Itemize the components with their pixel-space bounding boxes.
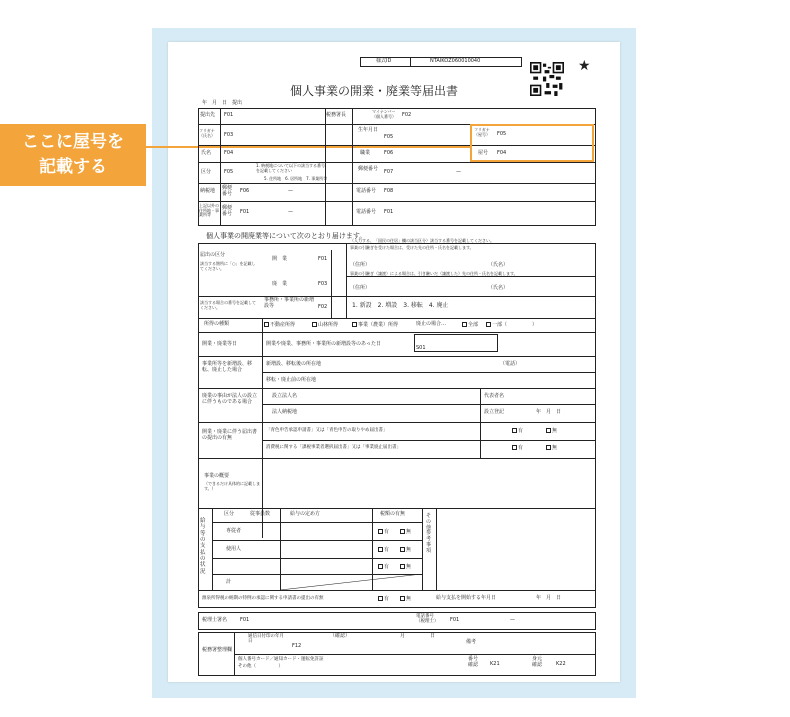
dash: — — [456, 169, 461, 175]
checkbox-icon — [462, 322, 467, 327]
callout-line1: ここに屋号を — [22, 132, 124, 152]
divider — [212, 522, 422, 523]
kubun-label: 届出の区分 — [200, 252, 226, 258]
callout-label — [0, 124, 146, 186]
office-option: 事務所・事業所の新増設等 — [264, 297, 315, 309]
form-title: 個人事業の開業・廃業等届出書 — [290, 84, 459, 98]
tel-label: 電話番号 — [356, 188, 377, 194]
divider — [262, 318, 263, 538]
field-code: F01 — [240, 617, 250, 623]
field-code: F01 — [384, 209, 394, 215]
salary-side-label: 給与等の支払の状況 — [200, 518, 206, 575]
mynumber-label: マイナンバー（個人番号） — [372, 109, 396, 119]
divider — [212, 558, 422, 559]
divider — [198, 356, 596, 357]
phone-label: （電話） — [500, 361, 521, 367]
new-location-label: 新増設、移転後の所在地 — [266, 361, 322, 367]
checkbox-label: 無 — [406, 596, 412, 602]
divider — [262, 404, 596, 405]
confirm-label: （確認） — [330, 633, 351, 639]
field-code: F03 — [318, 281, 328, 287]
divider — [198, 183, 596, 184]
dash: — — [288, 209, 293, 215]
checkbox-icon — [512, 445, 517, 450]
location-label: 事業所等を新増設、移転、廃止した場合 — [202, 361, 253, 373]
close-option: 廃 業 — [272, 281, 288, 287]
divider — [198, 201, 596, 202]
field-code: F07 — [384, 169, 394, 175]
open-date-label: 開業・廃業等日 — [202, 341, 238, 347]
salary-count-header: 従事員数 — [250, 511, 271, 517]
checkbox-label: 山林所得 — [318, 322, 339, 328]
office-choices: 1. 新設 2. 増設 3. 移転 4. 廃止 — [352, 302, 449, 309]
month-label: 月 — [400, 633, 406, 639]
form-id-label: 様式ID — [376, 58, 392, 64]
business-label: 事業の概要 — [204, 473, 230, 479]
corp-tax-label: 法人納税地 — [272, 409, 298, 415]
ref-date-label: 通信日付印の年月日 — [248, 634, 284, 645]
other-notes-label: その他参考事項 — [426, 513, 432, 554]
salary-kubun-header: 区分 — [224, 511, 235, 517]
name-label: （氏名） — [488, 262, 509, 268]
field-code: F01 — [450, 617, 460, 623]
open-option: 開 業 — [272, 256, 288, 262]
checkbox-icon — [512, 428, 517, 433]
blank-yes-checkbox[interactable] — [378, 564, 389, 571]
family-row-label: 専従者 — [226, 528, 242, 534]
divider — [198, 590, 596, 591]
blue-yes-checkbox[interactable] — [512, 428, 523, 435]
divider — [262, 440, 596, 441]
corp-label: 廃業の事由が法人の設立に伴うものである場合 — [202, 393, 258, 405]
number-check-label: 番号確認 — [468, 656, 479, 668]
divider — [198, 508, 596, 509]
checkbox-icon — [378, 529, 383, 534]
salary-calc-header: 給与の定め方 — [290, 511, 321, 517]
category-note: 1. 納税地について以下の該当する番号を記載してください — [256, 163, 326, 173]
divider — [352, 108, 353, 226]
zip-label: 郵便番号 — [222, 185, 233, 197]
name-label: （氏名） — [488, 285, 509, 291]
star-icon: ★ — [578, 58, 591, 74]
identity-check-label: 身元確認 — [532, 656, 543, 668]
rep-label: 代表者名 — [484, 393, 505, 399]
forest-checkbox[interactable] — [312, 322, 338, 329]
old-location-label: 移転・廃止前の所在地 — [266, 377, 317, 383]
blank-no-checkbox[interactable] — [400, 564, 411, 571]
divider — [198, 388, 596, 389]
card-label: 個人番号カード／通知カード・運転免許証 — [238, 657, 324, 662]
dash: — — [288, 188, 293, 194]
date-row: 年 月 日 提出 — [202, 100, 243, 106]
consumption-yes-checkbox[interactable] — [512, 445, 523, 452]
birth-label: 生年月日 — [358, 127, 379, 133]
kubun-note: 事業の引継ぎ（譲渡）による場合は、引き継いだ（譲渡した）先の住所・氏名を記載します。 — [350, 271, 518, 276]
divider — [262, 372, 596, 373]
note-top2: 事業の引継ぎを受けた場合は、受けた先の住所・氏名を記載します。 — [350, 245, 474, 250]
checkbox-label: 無 — [406, 529, 412, 535]
checkbox-label: 無 — [406, 547, 412, 553]
field-code: F01 — [318, 256, 328, 262]
total-row-label: 計 — [226, 579, 232, 585]
furigana-yago-label: フリガナ（屋号） — [474, 127, 490, 137]
furigana-name-label: フリガナ（氏名） — [199, 128, 215, 138]
checkbox-icon — [312, 322, 317, 327]
divider — [480, 388, 481, 458]
business-sub: （できるだけ具体的に記載します。） — [204, 481, 260, 491]
checkbox-label: 有 — [384, 547, 390, 553]
checkbox-label: 全部 — [468, 322, 479, 328]
zip-label: 郵便番号 — [358, 166, 379, 172]
field-code: K22 — [556, 661, 566, 667]
checkbox-label: 有 — [518, 428, 524, 434]
name-label: 氏名 — [201, 150, 212, 156]
other-address-label: 上記以外の住所地・事業所等 — [199, 203, 219, 218]
field-code: F01 — [224, 112, 234, 118]
divider — [198, 296, 596, 297]
checkbox-label: 無 — [552, 445, 558, 451]
field-code: F12 — [292, 643, 302, 649]
checkbox-icon — [400, 564, 405, 569]
checkbox-label: 不動産所得 — [270, 322, 296, 328]
checkbox-icon — [546, 445, 551, 450]
category-label: 区分 — [201, 169, 212, 175]
note-top1: （入力する、「国民の住居」欄の該当区分）該当する番号を記載してください。 — [350, 238, 494, 243]
checkbox-icon — [400, 529, 405, 534]
field-code: F01 — [240, 209, 250, 215]
checkbox-icon — [378, 596, 383, 601]
special-label: 源泉所得税の納期の特例の承認に関する申請書の提出の有無 — [202, 596, 324, 601]
remarks-label: 備考 — [466, 639, 477, 645]
field-code: F03 — [224, 132, 234, 138]
pay-start-label: 給与支払を開始する年月日 — [436, 595, 497, 601]
divider — [198, 458, 596, 459]
field-code: F02 — [402, 112, 412, 118]
partial-checkbox[interactable] — [486, 322, 537, 329]
employee-row-label: 使用人 — [226, 546, 242, 552]
special-yes-checkbox[interactable] — [378, 596, 389, 603]
open-date-desc: 開業や廃業、事務所・事業所の新増設等のあった日 — [266, 341, 381, 347]
filings-label: 開業・廃業に伴う届出書の提出の有無 — [202, 429, 258, 441]
consumption-no-checkbox[interactable] — [546, 445, 557, 452]
salary-tax-header: 税額の有無 — [380, 511, 406, 517]
registration-label: 設立登記 — [484, 409, 505, 415]
form-id: NTAIKOZ060010040 — [430, 58, 481, 64]
checkbox-icon — [378, 564, 383, 569]
checkbox-icon — [400, 547, 405, 552]
checkbox-label: 一部（ ） — [492, 322, 538, 328]
tax-accountant-row — [198, 612, 596, 630]
address-label: （住所） — [350, 285, 371, 291]
employee-no-checkbox[interactable] — [400, 547, 411, 554]
checkbox-icon — [400, 596, 405, 601]
field-code: F05 — [224, 169, 234, 175]
checkbox-icon — [486, 322, 491, 327]
income-type-label: 所得の種類 — [204, 321, 230, 327]
diagonal-line — [280, 574, 422, 590]
ymd-label: 年 月 日 — [536, 409, 562, 415]
office-use-label: 税務署整理欄 — [202, 647, 233, 653]
checkbox-icon — [352, 322, 357, 327]
callout-line2: 記載する — [39, 157, 107, 177]
qr-code-icon — [530, 62, 564, 96]
address-label: （住所） — [350, 262, 371, 268]
field-code: F02 — [318, 304, 328, 310]
divider — [212, 540, 422, 541]
field-code: F05 — [384, 134, 394, 140]
blue-no-checkbox[interactable] — [546, 428, 557, 435]
field-code: F04 — [497, 150, 507, 156]
ymd-label: 年 月 日 — [536, 595, 562, 601]
blue-filing-label: 「青色申告承認申請書」又は「青色申告の取りやめ届出書」 — [266, 428, 388, 433]
close-case-label: 廃止の場合… — [416, 321, 447, 327]
checkbox-label: 有 — [518, 445, 524, 451]
field-code: F05 — [497, 131, 507, 137]
tax-accountant-label: 税理士署名 — [202, 617, 228, 623]
yago-label: 屋号 — [478, 150, 489, 156]
checkbox-label: 有 — [384, 529, 390, 535]
corp-name-label: 設立法人名 — [272, 393, 298, 399]
consumption-filing-label: 消費税に関する「課税事業者選択届出書」又は「事業廃止届出書」 — [266, 445, 401, 450]
checkbox-label: 無 — [552, 428, 558, 434]
checkbox-icon — [378, 547, 383, 552]
category-options: 5. 住所地 6. 居所地 7. 事業所等 — [264, 176, 328, 181]
occupation-label: 職業 — [360, 150, 371, 156]
checkbox-icon — [264, 322, 269, 327]
tax-place-label: 納税地 — [200, 188, 216, 194]
checkbox-icon — [546, 428, 551, 433]
dash: — — [510, 617, 515, 623]
business-checkbox[interactable] — [352, 322, 398, 329]
divider — [234, 654, 596, 655]
submit-to-label: 提出先 — [200, 112, 216, 118]
field-code: S01 — [416, 345, 426, 351]
divider — [422, 508, 423, 590]
tax-office-label: 税務署長 — [326, 112, 347, 118]
divider — [198, 422, 596, 423]
checkbox-label: 事業（農業）所得 — [358, 322, 399, 328]
tax-accountant-tel-label: 電話番号（税理士） — [416, 614, 439, 625]
family-no-checkbox[interactable] — [400, 529, 411, 536]
section-title: 個人事業の開廃業等について次のとおり届けます。 — [206, 232, 367, 240]
divider — [410, 57, 411, 67]
divider — [331, 250, 332, 318]
field-code: K21 — [490, 661, 500, 667]
divider — [198, 318, 596, 319]
declaration-table — [198, 243, 596, 608]
all-checkbox[interactable] — [462, 322, 478, 329]
date-box — [414, 334, 498, 352]
special-no-checkbox[interactable] — [400, 596, 411, 603]
day-label: 日 — [430, 633, 436, 639]
real-estate-checkbox[interactable] — [264, 322, 295, 329]
field-code: F06 — [240, 188, 250, 194]
other-id-label: その他（ ） — [238, 664, 283, 669]
kubun-sub2: 該当する場合の番号を記載してください。 — [200, 300, 256, 310]
family-yes-checkbox[interactable] — [378, 529, 389, 536]
yago-highlight — [470, 124, 594, 162]
zip-label: 郵便番号 — [222, 205, 233, 217]
tel-label: 電話番号 — [356, 209, 377, 215]
divider — [198, 332, 596, 333]
field-code: F04 — [224, 150, 234, 156]
checkbox-label: 有 — [384, 564, 390, 570]
field-code: F06 — [384, 150, 394, 156]
divider — [346, 243, 347, 318]
checkbox-label: 有 — [384, 596, 390, 602]
divider — [436, 508, 437, 590]
divider — [212, 508, 213, 590]
employee-yes-checkbox[interactable] — [378, 547, 389, 554]
checkbox-label: 無 — [406, 564, 412, 570]
kubun-sub: 該当する箇所に「○」を記載してください。 — [200, 261, 256, 271]
field-code: F08 — [384, 188, 394, 194]
